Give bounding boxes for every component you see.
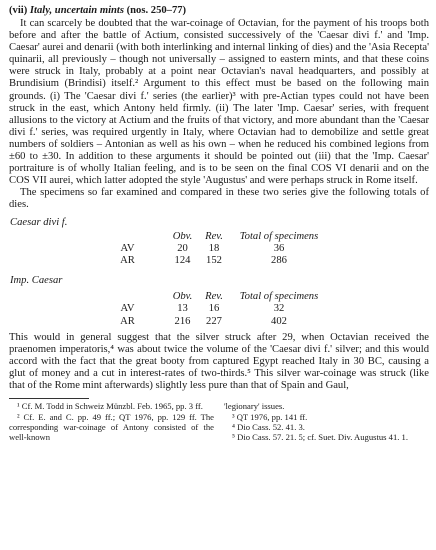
footnote-rule (9, 398, 89, 399)
body-paragraph-1: It can scarcely be doubted that the war-coinage of Octavian, for the payment of his troops both before and after the battle of Actium, consisted successively of the 'Caesar divi f.' and 'Imp. Caesar' aurei and denarii (with both interlinking and internal linking of dies) and the 'Asia Recepta' quinarii, all previously – though not universally – assigned to eastern mints, and that these coins were struck in Italy, probably at a point near Octavian's naval headquarters, and possibly at Brundisium (Brindisi) itself.² Argument to this effect must be based on the following main grounds. (i) The 'Caesar divi f.' series (the earlier)³ with pre-Actian types could not have been struck in the east, which Antony held firmly. (ii) The later 'Imp. Caesar' series, with frequent allusions to the victory at Actium and the fruits of that victory, and more abundant than the 'Caesar divi f.' series, was required urgently in Italy, where Octavian had to demobilize and settle great numbers of soldiers – Antonian as well as his own – when he reduced his combined legions from ±60 to ±30. In addition to these arguments it should be pointed out (iii) that the 'Imp. Caesar' portraiture is of wholly Italian feeling, and is to be seen on the final COS VI denarii and on the COS VII aurei, which latter adopted the style 'Augustus' and were perhaps struck in Rome itself. (9, 18, 429, 187)
table-header-row (9, 291, 329, 303)
metal-cell: AR (120, 255, 135, 267)
table-row (9, 303, 329, 315)
table-row (9, 316, 329, 328)
body-paragraph-2: The specimens so far examined and compared in these two series give the following totals of dies. (9, 187, 429, 211)
footnote-4: ⁴ Dio Cass. 52. 41. 3. (232, 421, 305, 432)
table-title: Imp. Caesar (10, 274, 63, 286)
footnotes-right-column (214, 401, 429, 441)
footnote-2-continued: 'legionary' issues. (224, 401, 285, 412)
rev-cell: 16 (208, 303, 220, 315)
total-cell: 36 (273, 242, 285, 254)
header-total: Total of specimens (239, 290, 319, 302)
header-rev: Rev. (205, 230, 223, 242)
footnotes (9, 401, 429, 441)
obv-cell: 124 (174, 255, 191, 267)
obv-cell: 216 (174, 315, 191, 327)
metal-cell: AV (120, 242, 135, 254)
table-row (9, 255, 329, 267)
table-header-row (9, 231, 329, 243)
section-number: (vii) (9, 5, 30, 16)
totals-table (9, 231, 329, 268)
rev-cell: 227 (206, 315, 222, 327)
table-title: Caesar divi f. (10, 216, 68, 228)
obv-cell: 20 (177, 242, 188, 254)
total-cell: 402 (271, 315, 287, 327)
table-row (9, 243, 329, 255)
metal-cell: AR (120, 315, 135, 327)
section-title: Italy, uncertain mints (29, 5, 124, 16)
header-total: Total of specimens (239, 230, 319, 242)
die-table-caesar-divi-f (9, 217, 429, 268)
header-obv: Obv. (172, 230, 193, 242)
footnote-2: ² Cf. E. and C. pp. 49 ff.; QT 1976, pp. 129 ff. The corresponding war-coinage of Antony consisted of the well-known (9, 411, 214, 442)
footnotes-left-column (9, 401, 214, 441)
total-cell: 286 (271, 255, 287, 267)
totals-table (9, 291, 329, 328)
header-obv: Obv. (172, 290, 193, 302)
body-paragraph-3: This would in general suggest that the silver struck after 29, when Octavian received the praenomen imperatoris,⁴ was about twice the volume of the 'Caesar divi f.' silver; and this would accord with the fact that the great booty from captured Egypt reached Italy in 30 BC, causing a glut of money and a cut in interest-rates of two-thirds.⁵ This silver war-coinage was struck (like that of the Rome mint afterwards) slightly less pure than that of Spain and Gaul, (9, 331, 429, 392)
footnote-5: ⁵ Dio Cass. 57. 21. 5; cf. Suet. Div. Augustus 41. 1. (232, 431, 408, 442)
footnote-1: ¹ Cf. M. Todd in Schweiz Münzbl. Feb. 1965, pp. 3 ff. (17, 401, 203, 412)
obv-cell: 13 (177, 303, 188, 315)
rev-cell: 18 (208, 242, 220, 254)
total-cell: 32 (273, 303, 285, 315)
footnote-3: ³ QT 1976, pp. 141 ff. (232, 411, 308, 422)
header-rev: Rev. (205, 290, 223, 302)
metal-cell: AV (120, 303, 135, 315)
section-heading (9, 4, 429, 17)
section-range: (nos. 250–77) (123, 5, 187, 16)
rev-cell: 152 (206, 255, 222, 267)
die-table-imp-caesar (9, 275, 429, 328)
